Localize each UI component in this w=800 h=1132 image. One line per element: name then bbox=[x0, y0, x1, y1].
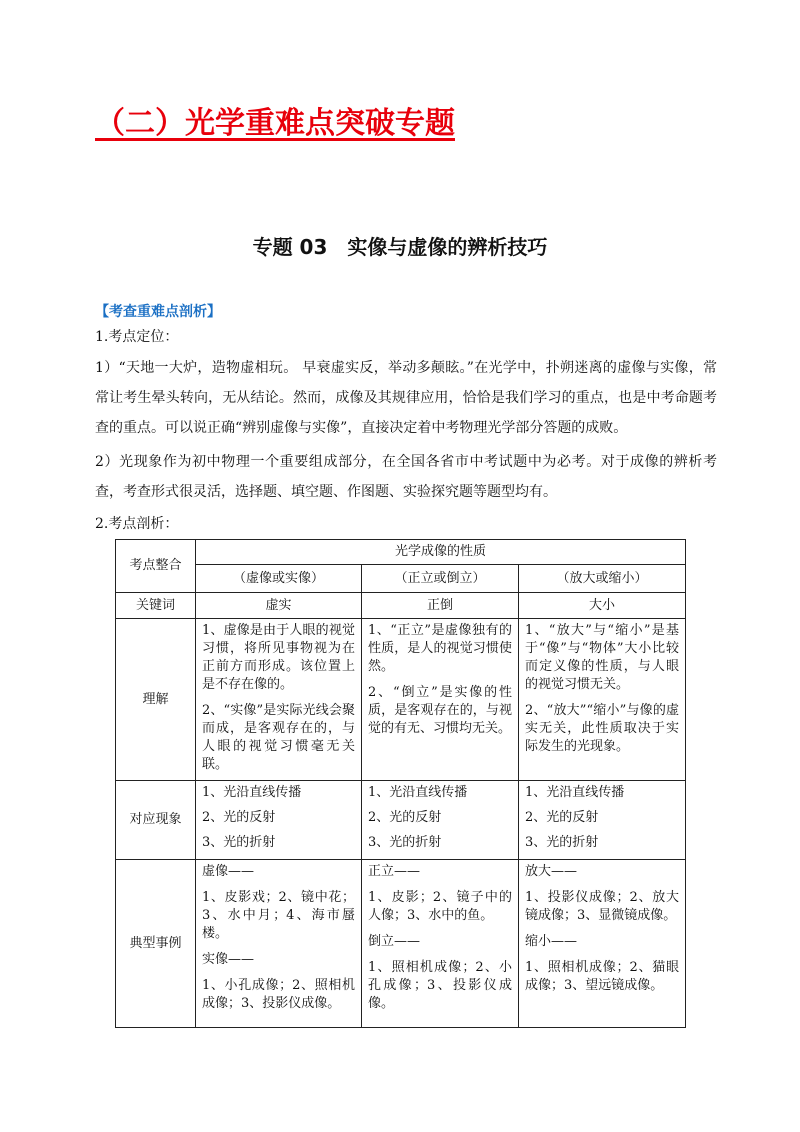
understanding-cell bbox=[362, 619, 519, 781]
cell-text: 1、“正立”是虚像独有的性质，是人的视觉习惯使然。 bbox=[368, 623, 512, 674]
examples-cell bbox=[519, 860, 686, 1028]
cell-text: 2、“放大”“缩小”与像的虚实无关，此性质取决于实际发生的光现象。 bbox=[525, 703, 679, 754]
col-header-enlarged-reduced: （放大或缩小） bbox=[519, 565, 686, 593]
cell-text: 2、“倒立”是实像的性质，是客观存在的，与视觉的有无、习惯均无关。 bbox=[368, 685, 512, 736]
understanding-cell bbox=[196, 619, 362, 781]
row-label-phenomena: 对应现象 bbox=[116, 781, 196, 860]
cell-text: 1、照相机成像；2、猫眼成像；3、望远镜成像。 bbox=[525, 960, 679, 993]
phenomena-cell bbox=[196, 781, 362, 860]
cell-text: 虚像—— bbox=[202, 864, 255, 879]
cell-text: 2、光的反射 bbox=[368, 810, 442, 825]
row-label-examples: 典型事例 bbox=[116, 860, 196, 1028]
cell-text: 1、虚像是由于人眼的视觉习惯，将所见事物视为在正前方而形成。该位置上是不存在像的。 bbox=[202, 623, 355, 692]
cell-text: 2、光的反射 bbox=[525, 810, 599, 825]
paragraph-point-analysis: 2.考点剖析： bbox=[95, 516, 179, 532]
cell-text: 1、光沿直线传播 bbox=[368, 785, 468, 800]
table-row-understanding bbox=[116, 619, 686, 781]
examples-cell bbox=[362, 860, 519, 1028]
keyword-cell: 大小 bbox=[519, 593, 686, 619]
cell-text: 1、皮影戏；2、镜中花；3、水中月；4、海市蜃楼。 bbox=[202, 890, 355, 941]
table-header-row bbox=[116, 540, 686, 565]
cell-text: 3、光的折射 bbox=[368, 835, 442, 850]
cell-text: 3、光的折射 bbox=[202, 835, 276, 850]
table-subheader-row bbox=[116, 565, 686, 593]
topic-title: 专题 03 实像与虚像的辨析技巧 bbox=[252, 235, 548, 259]
cell-text: 正立—— bbox=[368, 864, 421, 879]
cell-text: 1、光沿直线传播 bbox=[525, 785, 625, 800]
keyword-cell: 正倒 bbox=[362, 593, 519, 619]
cell-text: 2、光的反射 bbox=[202, 810, 276, 825]
understanding-cell bbox=[519, 619, 686, 781]
table-row-keywords bbox=[116, 593, 686, 619]
col-header-virtual-real: （虚像或实像） bbox=[196, 565, 362, 593]
row-label-keywords: 关键词 bbox=[116, 593, 196, 619]
phenomena-cell bbox=[362, 781, 519, 860]
cell-text: 实像—— bbox=[202, 952, 255, 967]
examples-cell bbox=[196, 860, 362, 1028]
cell-text: 缩小—— bbox=[525, 934, 578, 949]
cell-text: 3、光的折射 bbox=[525, 835, 599, 850]
document-title: （二）光学重难点突破专题 bbox=[95, 106, 455, 141]
cell-text: 1、照相机成像；2、小孔成像；3、投影仪成像。 bbox=[368, 960, 512, 1011]
corner-cell: 考点整合 bbox=[116, 540, 196, 593]
paragraph-intro-2: 2）光现象作为初中物理一个重要组成部分，在全国各省市中考试题中为必考。对于成像的辨析考查，考查形式很灵活，选择题、填空题、作图题、实验探究题等题型均有。 bbox=[95, 454, 717, 500]
analysis-table bbox=[115, 539, 686, 1028]
keyword-cell: 虚实 bbox=[196, 593, 362, 619]
row-label-understanding: 理解 bbox=[116, 619, 196, 781]
cell-text: 1、“放大”与“缩小”是基于“像”与“物体”大小比较而定义像的性质，与人眼的视觉习惯无关。 bbox=[525, 623, 679, 692]
cell-text: 1、光沿直线传播 bbox=[202, 785, 302, 800]
cell-text: 2、“实像”是实际光线会聚而成，是客观存在的，与人眼的视觉习惯毫无关联。 bbox=[202, 703, 355, 772]
cell-text: 放大—— bbox=[525, 864, 578, 879]
paragraph-point-location: 1.考点定位： bbox=[95, 329, 179, 345]
section-heading: 【考查重难点剖析】 bbox=[95, 304, 221, 320]
cell-text: 1、皮影；2、镜子中的人像；3、水中的鱼。 bbox=[368, 890, 512, 923]
table-row-examples bbox=[116, 860, 686, 1028]
cell-text: 1、投影仪成像；2、放大镜成像；3、显微镜成像。 bbox=[525, 890, 679, 923]
table-row-phenomena bbox=[116, 781, 686, 860]
cell-text: 1、小孔成像；2、照相机成像；3、投影仪成像。 bbox=[202, 978, 355, 1011]
phenomena-cell bbox=[519, 781, 686, 860]
col-header-upright-inverted: （正立或倒立） bbox=[362, 565, 519, 593]
cell-text: 倒立—— bbox=[368, 934, 421, 949]
group-header-cell: 光学成像的性质 bbox=[196, 540, 686, 565]
paragraph-intro-1: 1）“天地一大炉，造物虚相玩。 早衰虚实反，举动多颠眩。”在光学中，扑朔迷离的虚像与实像，常常让考生晕头转向，无从结论。然而，成像及其规律应用，恰恰是我们学习的重点，也是中考命题考查的重点。可以说正确“辨别虚像与实像”，直接决定着中考物理光学部分答题的成败。 bbox=[95, 360, 717, 436]
